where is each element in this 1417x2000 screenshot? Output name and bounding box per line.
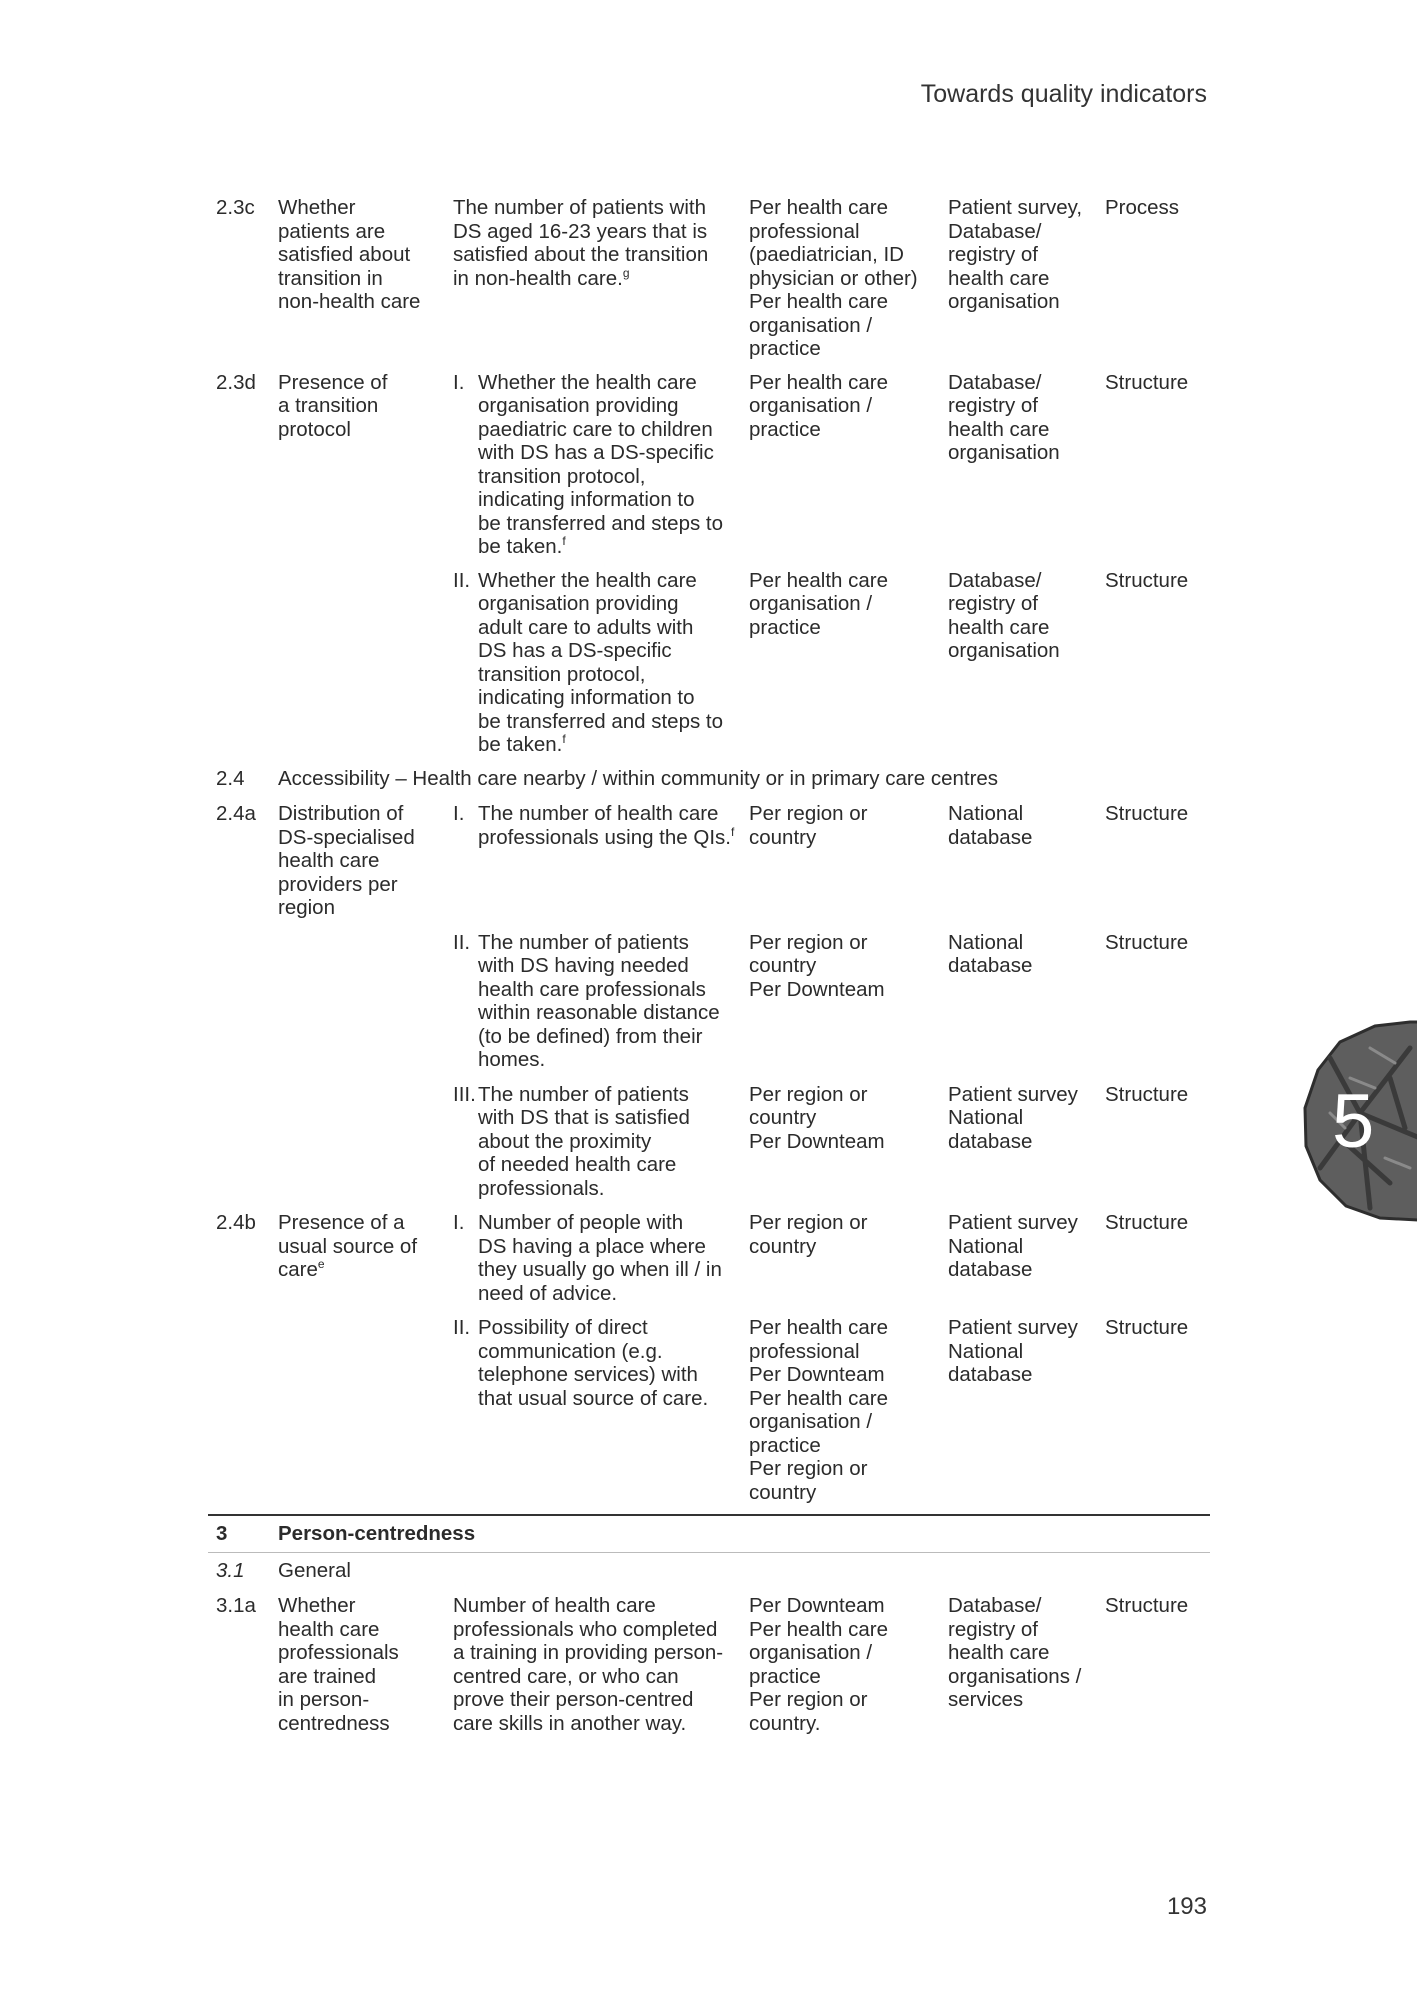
- row-id: 2.3c: [216, 196, 255, 219]
- type-cell: Structure: [1105, 1211, 1189, 1234]
- roman-numeral: II.: [453, 1316, 471, 1339]
- type-cell: Structure: [1105, 930, 1189, 954]
- table-row: [208, 569, 1210, 757]
- operationalisation-cell: The number of patients with DS that is satisfied about the proximity of needed health care professionals.: [478, 1082, 690, 1200]
- table-row: [208, 1083, 1210, 1201]
- operationalisation-cell: The number of patients with DS aged 16-23 years that is satisfied about the transition in non-health care.: [453, 196, 709, 290]
- source-cell: Patient survey National database: [948, 1211, 1078, 1281]
- subheading-text: Accessibility – Health care nearby / within community or in primary care centres: [278, 766, 999, 790]
- row-id: 2.4b: [216, 1211, 256, 1234]
- level-cell: Per health care organisation / practice: [749, 370, 889, 441]
- footnote-mark: f: [730, 824, 735, 839]
- level-cell: Per health care organisation / practice: [749, 568, 889, 639]
- level-cell: Per region or country: [749, 802, 868, 849]
- footnote-mark: g: [622, 265, 630, 280]
- roman-numeral: III.: [453, 1082, 476, 1106]
- level-cell: Per region or country Per Downteam: [749, 930, 885, 1001]
- roman-numeral: II.: [453, 568, 471, 592]
- row-id: 3.1a: [216, 1594, 256, 1617]
- type-cell: Structure: [1105, 1082, 1189, 1106]
- table-row: [208, 931, 1210, 1072]
- footnote-mark: f: [562, 732, 566, 747]
- roman-numeral: I.: [453, 802, 465, 825]
- indicator-cell: Presence of a transition protocol: [278, 370, 388, 441]
- table-row: [208, 1316, 1210, 1504]
- subsection-heading: [208, 1559, 1210, 1583]
- footnote-mark: f: [562, 534, 566, 549]
- operationalisation-cell: Whether the health care organisation providing paediatric care to children with DS has a DS-specific transition protocol, indicating information to be transferred and steps to be taken.: [478, 370, 724, 558]
- indicator-cell: Whether health care professionals are trained in person- centredness: [278, 1594, 399, 1735]
- operationalisation-cell: The number of patients with DS having needed health care professionals within reasonable distance (to be defined) from their homes.: [478, 930, 720, 1071]
- table-row: [208, 1211, 1210, 1305]
- table-row: [208, 196, 1210, 361]
- operationalisation-cell: Whether the health care organisation providing adult care to adults with DS has a DS-specific transition protocol, indicating information to be transferred and steps to be taken.: [478, 568, 724, 756]
- table-row: [208, 1594, 1210, 1735]
- level-cell: Per Downteam Per health care organisation / practice Per region or country.: [749, 1594, 889, 1735]
- row-id: 2.3d: [216, 370, 256, 394]
- chapter-number: 5: [1332, 1079, 1375, 1164]
- subheading-row: [208, 767, 1210, 791]
- type-cell: Structure: [1105, 1594, 1189, 1617]
- roman-numeral: I.: [453, 370, 465, 394]
- level-cell: Per region or country Per Downteam: [749, 1082, 885, 1153]
- roman-numeral: II.: [453, 930, 471, 954]
- section-title: Person-centredness: [278, 1522, 476, 1545]
- source-cell: Patient survey, Database/ registry of health care organisation: [948, 196, 1083, 313]
- section-number: 3: [216, 1522, 228, 1545]
- row-id: 2.4: [216, 766, 245, 790]
- type-cell: Structure: [1105, 1316, 1189, 1339]
- operationalisation-cell: Possibility of direct communication (e.g. telephone services) with that usual source of care.: [478, 1316, 709, 1410]
- source-cell: Patient survey National database: [948, 1316, 1078, 1386]
- table-row: [208, 802, 1210, 920]
- level-cell: Per health care professional Per Downteam Per health care organisation / practice Per region or country: [749, 1316, 889, 1504]
- subsection-number: 3.1: [216, 1558, 245, 1582]
- chapter-tab: [1300, 1018, 1417, 1224]
- type-cell: Structure: [1105, 568, 1189, 592]
- source-cell: Database/ registry of health care organisations / services: [948, 1594, 1082, 1711]
- indicator-cell: Whether patients are satisfied about transition in non-health care: [278, 196, 421, 313]
- page-number: 193: [1166, 1893, 1207, 1920]
- indicator-table: [208, 196, 1210, 1735]
- indicator-cell: Distribution of DS-specialised health care providers per region: [278, 802, 415, 919]
- roman-numeral: I.: [453, 1211, 465, 1234]
- subsection-title: General: [278, 1558, 351, 1582]
- source-cell: Database/ registry of health care organisation: [948, 370, 1060, 464]
- type-cell: Process: [1105, 196, 1180, 219]
- footnote-mark: e: [317, 1257, 325, 1272]
- source-cell: National database: [948, 802, 1033, 849]
- table-row: [208, 371, 1210, 559]
- level-cell: Per region or country: [749, 1211, 868, 1258]
- level-cell: Per health care professional (paediatrician, ID physician or other) Per health care organisation / practice: [749, 196, 918, 360]
- type-cell: Structure: [1105, 802, 1189, 825]
- operationalisation-cell: Number of people with DS having a place where they usually go when ill / in need of advice.: [478, 1211, 722, 1305]
- running-head: Towards quality indicators: [920, 80, 1207, 108]
- source-cell: Patient survey National database: [948, 1082, 1078, 1153]
- source-cell: National database: [948, 930, 1033, 977]
- type-cell: Structure: [1105, 370, 1189, 394]
- operationalisation-cell: The number of health care professionals using the QIs.: [478, 802, 731, 849]
- indicator-cell: Presence of a usual source of care: [278, 1211, 418, 1281]
- operationalisation-cell: Number of health care professionals who completed a training in providing person- centred care, or who can prove their person-centred care skills in another way.: [453, 1594, 724, 1735]
- section-heading: [208, 1514, 1210, 1553]
- row-id: 2.4a: [216, 802, 256, 825]
- source-cell: Database/ registry of health care organisation: [948, 568, 1060, 662]
